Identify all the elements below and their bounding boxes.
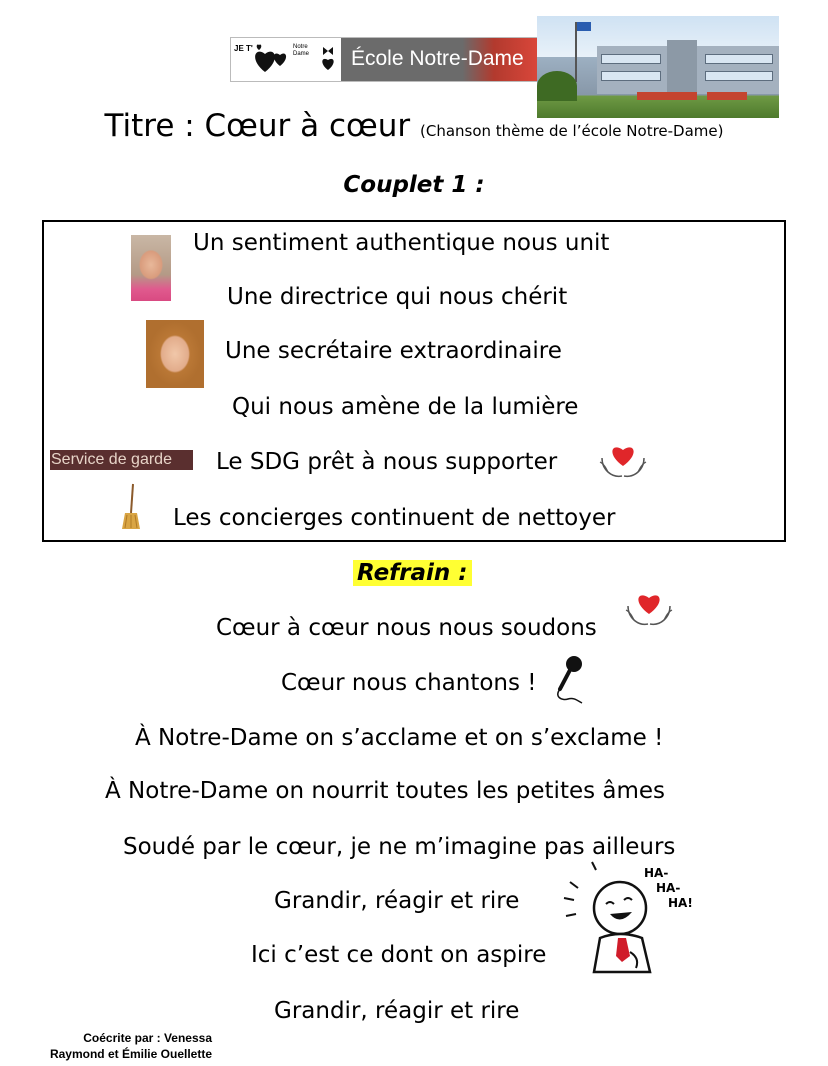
refrain-line: À Notre-Dame on nourrit toutes les petites âmes [105, 778, 666, 804]
credits-line-1: Coécrite par : Venessa [83, 1031, 212, 1045]
school-banner [230, 37, 538, 82]
refrain-line: Grandir, réagir et rire [274, 998, 520, 1024]
credits-line-2: Raymond et Émilie Ouellette [49, 1047, 212, 1061]
refrain-line: Soudé par le cœur, je ne m’imagine pas ailleurs [123, 834, 676, 860]
couplet-line: Qui nous amène de la lumière [232, 394, 579, 420]
broom-icon [120, 483, 142, 531]
laugh-text-line: HA- [644, 866, 669, 880]
refrain-line: À Notre-Dame on s’acclame et on s’exclame ! [135, 725, 664, 751]
microphone-icon [552, 655, 586, 707]
song-title-subtitle: (Chanson thème de l’école Notre-Dame) [420, 122, 724, 140]
heart-hands-icon [598, 440, 648, 480]
laugh-text-line: HA! [668, 896, 693, 910]
hearts-logo-icon [253, 42, 293, 76]
bow-heart-icon [317, 46, 339, 72]
refrain-heading: Refrain : [353, 560, 472, 586]
credits [40, 1030, 212, 1062]
couplet-line: Un sentiment authentique nous unit [193, 230, 610, 256]
school-photo [537, 16, 779, 118]
logo-text: JE T' [234, 44, 253, 53]
laugh-text [644, 866, 693, 911]
secretary-photo [146, 320, 204, 388]
refrain-line: Cœur nous chantons ! [281, 670, 537, 696]
couplet-line: Les concierges continuent de nettoyer [173, 505, 616, 531]
logo-subtext: Notre Dame [293, 44, 310, 57]
heart-hands-icon [624, 588, 674, 628]
couplet-line: Une directrice qui nous chérit [227, 284, 568, 310]
couplet-line: Une secrétaire extraordinaire [225, 338, 562, 364]
director-photo [131, 235, 171, 301]
song-title-main: Titre : Cœur à cœur [104, 108, 411, 144]
school-logo [231, 38, 341, 81]
couplet-line: Le SDG prêt à nous supporter [216, 449, 558, 475]
service-de-garde-badge: Service de garde [50, 450, 193, 470]
song-title [0, 108, 828, 144]
banner-school-name: École Notre-Dame [351, 47, 524, 70]
laugh-text-line: HA- [656, 881, 681, 895]
couplet-heading: Couplet 1 : [343, 172, 485, 198]
refrain-line: Grandir, réagir et rire [274, 888, 520, 914]
refrain-line: Cœur à cœur nous nous soudons [216, 615, 597, 641]
refrain-line: Ici c’est ce dont on aspire [251, 942, 547, 968]
